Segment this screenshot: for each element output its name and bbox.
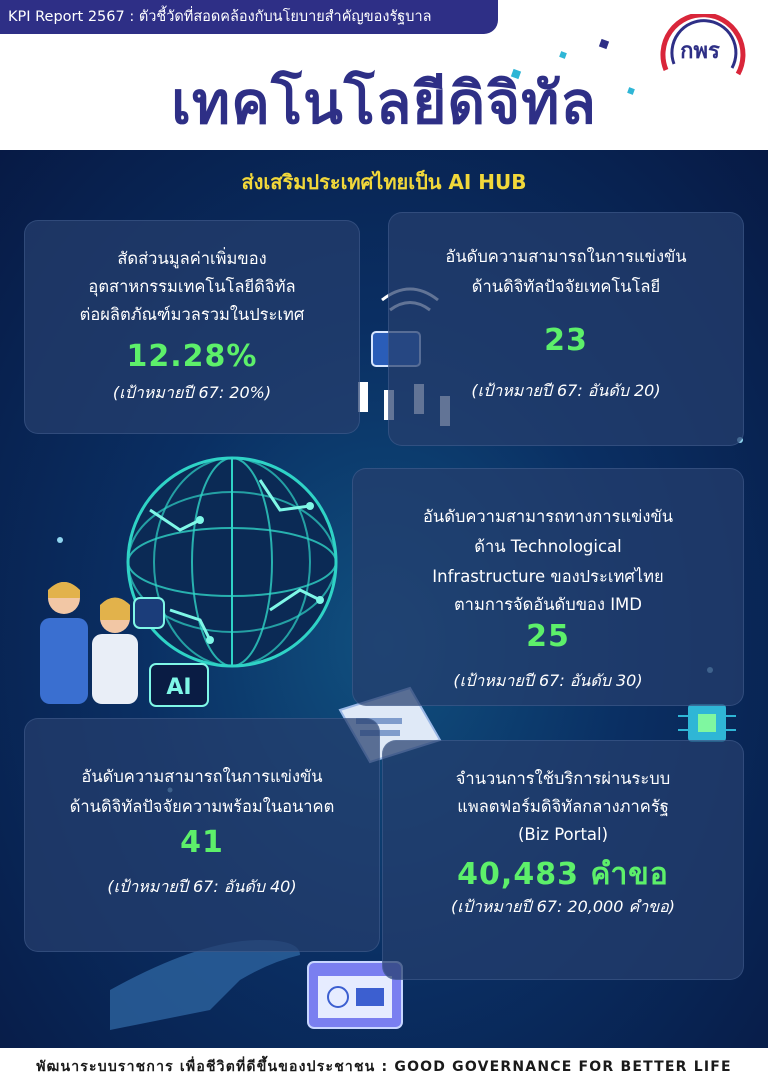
digital-globe-illustration [128, 458, 336, 666]
card-text-line: ตามการจัดอันดับของ IMD [453, 595, 643, 614]
logo-text: กพร [680, 39, 720, 64]
card-text-line: จำนวนการใช้บริการผ่านระบบ [455, 769, 671, 788]
kpi-card-digital-technology-rank [388, 212, 744, 446]
kpi-card-future-readiness-rank [24, 718, 380, 952]
card-text-line: อันดับความสามารถในการแข่งขัน [81, 767, 323, 786]
scientists-illustration [40, 582, 164, 704]
card-value: 12.28% [126, 339, 258, 374]
card-text-line: ด้านดิจิทัลปัจจัยความพร้อมในอนาคต [69, 797, 335, 816]
card-target: (เป้าหมายปี 67: อันดับ 20) [471, 381, 661, 400]
card-text-line: สัดส่วนมูลค่าเพิ่มของ [117, 249, 267, 268]
card-text-line: ด้านดิจิทัลปัจจัยเทคโนโลยี [471, 277, 661, 296]
subheading: ส่งเสริมประเทศไทยเป็น AI HUB [241, 170, 527, 194]
report-banner: KPI Report 2567 : ตัวชี้วัดที่สอดคล้องกับนโยบายสำคัญของรัฐบาล [0, 0, 498, 34]
confetti-shape [599, 39, 609, 49]
kpi-card-biz-portal-usage [382, 740, 744, 980]
card-text-line: อันดับความสามารถทางการแข่งขัน [423, 507, 673, 526]
ai-badge-text: AI [166, 675, 192, 700]
card-text-line: ต่อผลิตภัณฑ์มวลรวมในประเทศ [79, 305, 305, 324]
card-value: 40,483 คำขอ [457, 857, 669, 892]
kpi-card-technological-infrastructure [352, 468, 744, 706]
card-value: 41 [180, 825, 224, 860]
card-text-line: อันดับความสามารถในการแข่งขัน [445, 247, 687, 266]
card-target: (เป้าหมายปี 67: อันดับ 30) [453, 671, 643, 690]
card-target: (เป้าหมายปี 67: 20%) [112, 383, 272, 402]
card-target: (เป้าหมายปี 67: อันดับ 40) [107, 877, 297, 896]
card-text-line: Infrastructure ของประเทศไทย [432, 567, 664, 586]
hand-illustration [110, 940, 300, 1030]
page-title: เทคโนโลยีดิจิทัล [171, 69, 597, 137]
card-text-line: (Biz Portal) [517, 825, 609, 844]
card-target: (เป้าหมายปี 67: 20,000 คำขอ) [451, 897, 675, 916]
ai-chip-icon [150, 664, 208, 706]
footer-slogan: พัฒนาระบบราชการ เพื่อชีวิตที่ดีขึ้นของประชาชน : GOOD GOVERNANCE FOR BETTER LIFE [0, 1048, 768, 1086]
card-text-line: อุตสาหกรรมเทคโนโลยีดิจิทัล [88, 277, 296, 296]
card-text-line: แพลตฟอร์มดิจิทัลกลางภาครัฐ [457, 797, 669, 816]
kpi-card-digital-industry-gdp [24, 220, 360, 434]
card-value: 25 [526, 619, 570, 654]
circuit-chip-icon [678, 704, 736, 742]
card-text-line: ด้าน Technological [474, 537, 622, 556]
card-value: 23 [544, 323, 588, 358]
